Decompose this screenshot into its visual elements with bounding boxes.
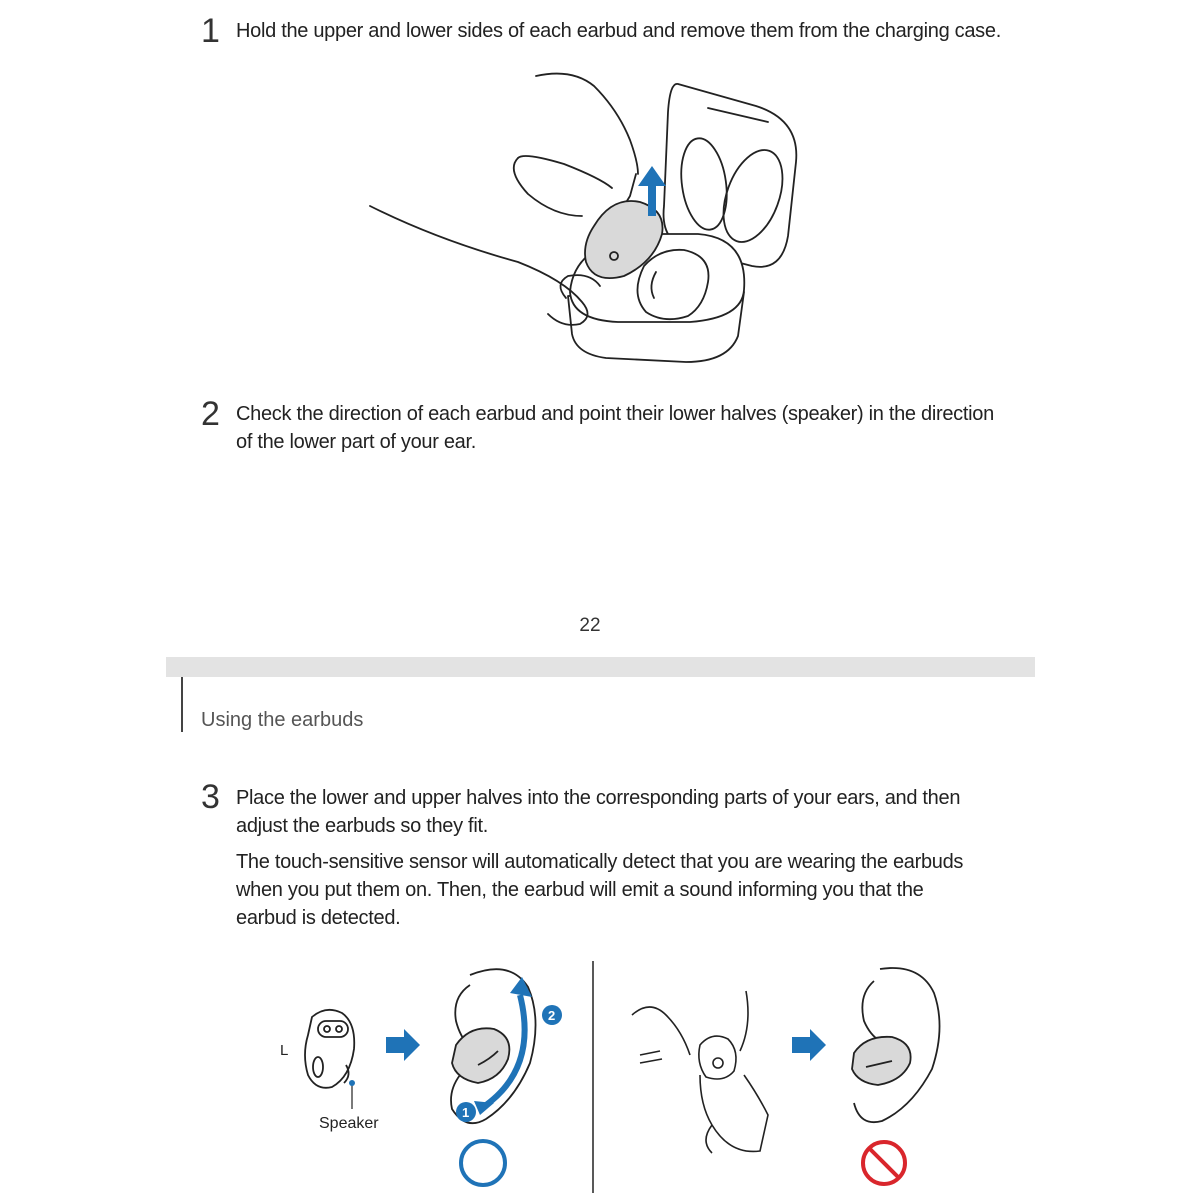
step-3-line-1: Place the lower and upper halves into the corresponding parts of your ears, and then xyxy=(236,787,961,809)
step-marker-2-label: 2 xyxy=(548,1008,556,1023)
correct-circle-icon xyxy=(461,1141,505,1185)
step-3-number: 3 xyxy=(201,778,220,816)
section-header-bar xyxy=(181,677,183,732)
step-1-number: 1 xyxy=(201,12,220,50)
wrong-prohibited-icon xyxy=(863,1142,905,1184)
step-1-text xyxy=(236,17,1001,45)
step-3-note-line-1: The touch-sensitive sensor will automatically detect that you are wearing the earbuds xyxy=(236,851,964,873)
arrow-right-icon-2 xyxy=(792,1029,826,1061)
page-number: 22 xyxy=(579,615,601,636)
step-2-line-2: of the lower part of your ear. xyxy=(236,431,477,453)
hand-inserting-earbud xyxy=(632,991,768,1153)
wearing-illustration xyxy=(0,955,920,1200)
step-3-line-2: adjust the earbuds so they fit. xyxy=(236,815,488,837)
section-title: Using the earbuds xyxy=(201,709,364,731)
arrow-right-icon xyxy=(386,1029,420,1061)
speaker-label: Speaker xyxy=(319,1115,379,1132)
step-1-line-1: Hold the upper and lower sides of each earbud and remove them from the charging case. xyxy=(236,20,1001,42)
earbud-diagram xyxy=(305,1010,354,1109)
step-3-note xyxy=(236,848,963,932)
step-2-number: 2 xyxy=(201,395,220,433)
page-divider xyxy=(166,657,1035,677)
step-marker-1-label: 1 xyxy=(462,1105,470,1120)
speaker-pointer-dot xyxy=(349,1080,355,1086)
step-2-text xyxy=(236,400,994,456)
left-earbud-label: L xyxy=(280,1042,289,1059)
ear-wrong-placement xyxy=(852,968,940,1122)
step-3-text xyxy=(236,784,960,840)
step-3-note-line-2: when you put them on. Then, the earbud will emit a sound informing you that the xyxy=(236,879,924,901)
earbud-case-illustration xyxy=(368,66,808,376)
step-3-note-line-3: earbud is detected. xyxy=(236,907,401,929)
step-2-line-1: Check the direction of each earbud and point their lower halves (speaker) in the direction xyxy=(236,403,994,425)
